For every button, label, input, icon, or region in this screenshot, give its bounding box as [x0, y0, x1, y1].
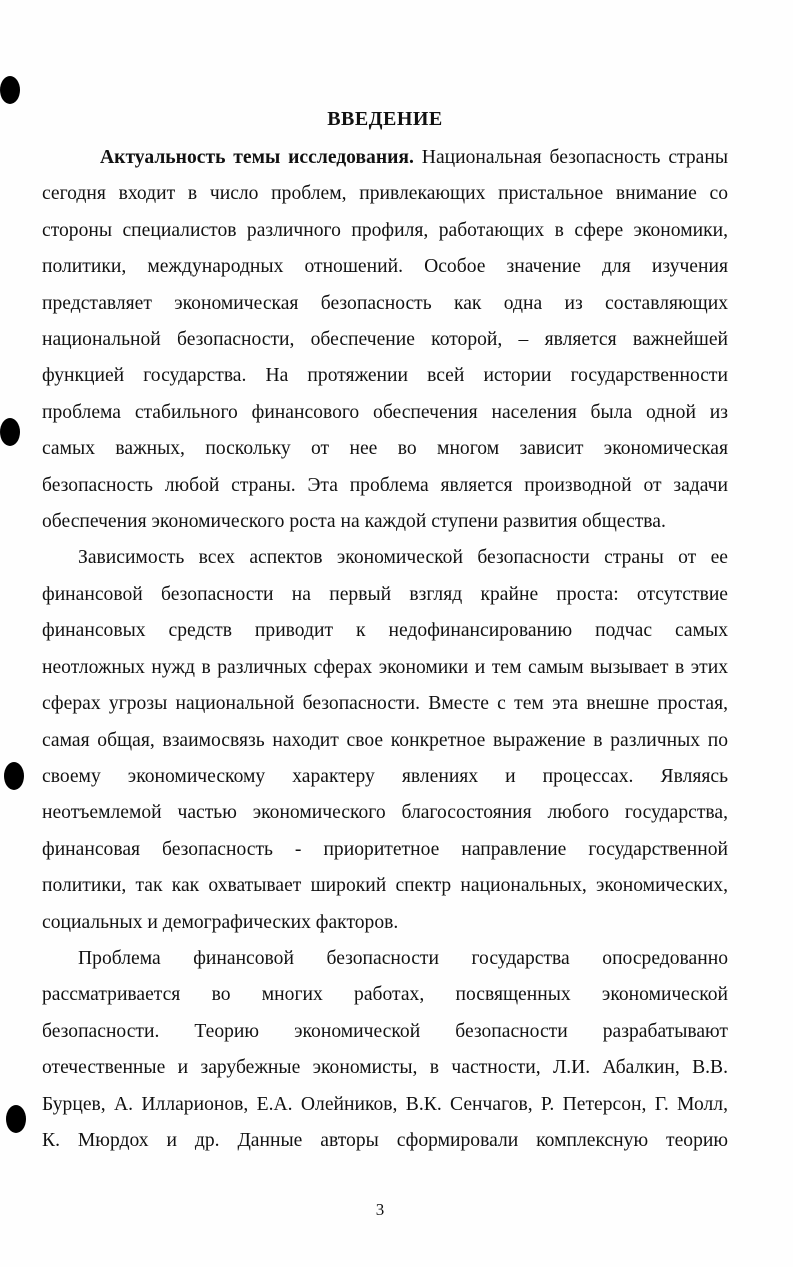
binder-hole-3: [4, 762, 24, 790]
text-line: политики, международных отношений. Особое значение для изучения: [42, 256, 728, 278]
text-line: Зависимость всех аспектов экономической безопасности страны от ее: [78, 547, 728, 569]
text-line: Бурцев, А. Илларионов, Е.А. Олейников, В.К. Сенчагов, Р. Петерсон, Г. Молл,: [42, 1093, 728, 1115]
text-line: отечественные и зарубежные экономисты, в частности, Л.И. Абалкин, В.В.: [42, 1057, 728, 1079]
text-line: сегодня входит в число проблем, привлекающих пристальное внимание со: [42, 183, 728, 205]
text-line: безопасность любой страны. Эта проблема является производной от задачи: [42, 474, 728, 496]
text-line: сферах угрозы национальной безопасности. Вместе с тем эта внешне простая,: [42, 693, 728, 715]
binder-hole-4: [6, 1105, 26, 1133]
text-line: представляет экономическая безопасность как одна из составляющих: [42, 292, 728, 314]
text-line: финансовая безопасность - приоритетное направление государственной: [42, 838, 728, 860]
text-line: неотъемлемой частью экономического благосостояния любого государства,: [42, 802, 728, 824]
text-line: рассматривается во многих работах, посвященных экономической: [42, 984, 728, 1006]
paragraph-3: [42, 941, 728, 1159]
text-line: финансовой безопасности на первый взгляд крайне проста: отсутствие: [42, 583, 728, 605]
text-line: политики, так как охватывает широкий спектр национальных, экономических,: [42, 875, 728, 897]
binder-hole-1: [0, 76, 20, 104]
paragraph-1: [42, 140, 728, 540]
text-line: социальных и демографических факторов.: [42, 911, 399, 933]
text-line: функцией государства. На протяжении всей истории государственности: [42, 365, 728, 387]
text-line: Проблема финансовой безопасности государства опосредованно: [78, 947, 728, 969]
body-text: [42, 140, 728, 1159]
text-line: самая общая, взаимосвязь находит свое конкретное выражение в различных по: [42, 729, 728, 751]
paragraph-2: [42, 540, 728, 940]
text-line: проблема стабильного финансового обеспечения населения была одной из: [42, 401, 728, 423]
page-title: ВВЕДЕНИЕ: [327, 108, 443, 130]
text-line: финансовых средств приводит к недофинансированию подчас самых: [42, 620, 728, 642]
text-line: национальной безопасности, обеспечение которой, – является важнейшей: [42, 329, 728, 351]
text-line: К. Мюрдох и др. Данные авторы сформировали комплексную теорию: [42, 1129, 728, 1151]
binder-hole-2: [0, 418, 20, 446]
text-line: своему экономическому характеру явлениях и процессах. Являясь: [42, 765, 728, 787]
bold-lead: Актуальность темы исследования.: [100, 147, 414, 168]
text-line: неотложных нужд в различных сферах экономики и тем самым вызывает в этих: [42, 656, 728, 678]
text-line: обеспечения экономического роста на каждой ступени развития общества.: [42, 511, 666, 533]
text-line: стороны специалистов различного профиля, работающих в сфере экономики,: [42, 219, 728, 241]
text-line: безопасности. Теорию экономической безопасности разрабатывают: [42, 1020, 728, 1042]
page-number: 3: [375, 1200, 385, 1219]
text-line: самых важных, поскольку от нее во многом зависит экономическая: [42, 438, 728, 460]
text-line: Актуальность темы исследования. Национальная безопасность страны: [100, 147, 728, 168]
